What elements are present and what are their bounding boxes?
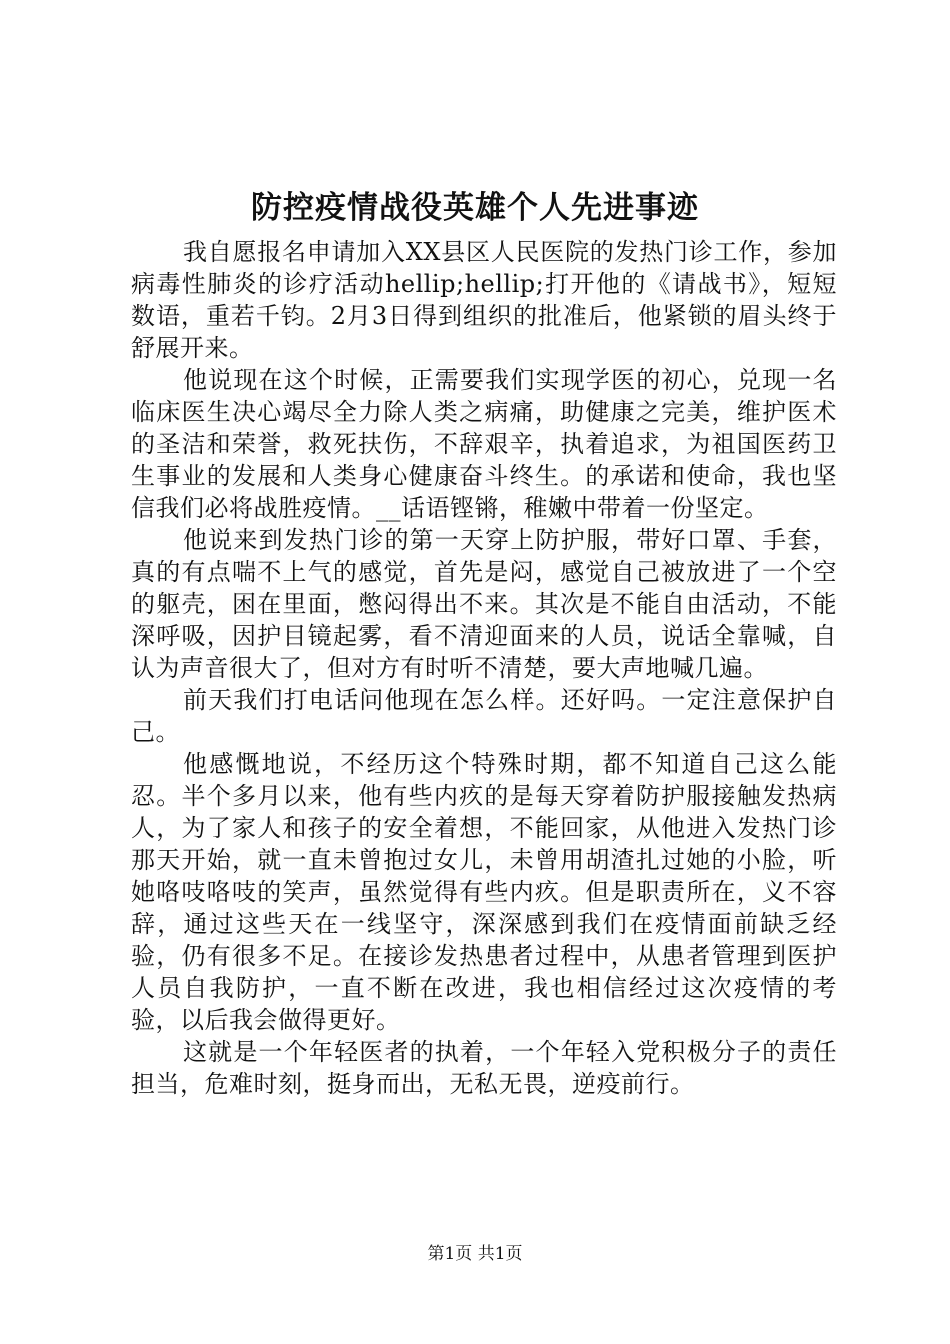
- paragraph-4: 前天我们打电话问他现在怎么样。还好吗。一定注意保护自己。: [131, 686, 837, 746]
- document-body: [131, 236, 837, 1100]
- page-number-footer: 第1页 共1页: [427, 1244, 523, 1264]
- document-title: 防控疫情战役英雄个人先进事迹: [251, 190, 699, 226]
- paragraph-3: 他说来到发热门诊的第一天穿上防护服，带好口罩、手套，真的有点喘不上气的感觉，首先是闷，感觉自己被放进了一个空的躯壳，困在里面，憋闷得出不来。其次是不能自由活动，不能深呼吸，因护目镜起雾，看不清迎面来的人员，说话全靠喊，自认为声音很大了，但对方有时听不清楚，要大声地喊几遍。: [131, 526, 837, 682]
- paragraph-1: 我自愿报名申请加入XX县区人民医院的发热门诊工作，参加病毒性肺炎的诊疗活动hellip;hellip;打开他的《请战书》，短短数语，重若千钧。2月3日得到组织的批准后，他紧锁的眉头终于舒展开来。: [131, 238, 837, 362]
- paragraph-5: 他感慨地说，不经历这个特殊时期，都不知道自己这么能忍。半个多月以来，他有些内疚的是每天穿着防护服接触发热病人，为了家人和孩子的安全着想，不能回家，从他进入发热门诊那天开始，就一直未曾抱过女儿，未曾用胡渣扎过她的小脸，听她咯吱咯吱的笑声，虽然觉得有些内疚。但是职责所在，义不容辞，通过这些天在一线坚守，深深感到我们在疫情面前缺乏经验，仍有很多不足。在接诊发热患者过程中，从患者管理到医护人员自我防护，一直不断在改进，我也相信经过这次疫情的考验，以后我会做得更好。: [131, 750, 837, 1034]
- paragraph-6: 这就是一个年轻医者的执着，一个年轻入党积极分子的责任担当，危难时刻，挺身而出，无私无畏，逆疫前行。: [131, 1038, 837, 1098]
- paragraph-2: 他说现在这个时候，正需要我们实现学医的初心，兑现一名临床医生决心竭尽全力除人类之病痛，助健康之完美，维护医术的圣洁和荣誉，救死扶伤，不辞艰辛，执着追求，为祖国医药卫生事业的发展和人类身心健康奋斗终生。的承诺和使命，我也坚信我们必将战胜疫情。__话语铿锵，稚嫩中带着一份坚定。: [131, 366, 837, 522]
